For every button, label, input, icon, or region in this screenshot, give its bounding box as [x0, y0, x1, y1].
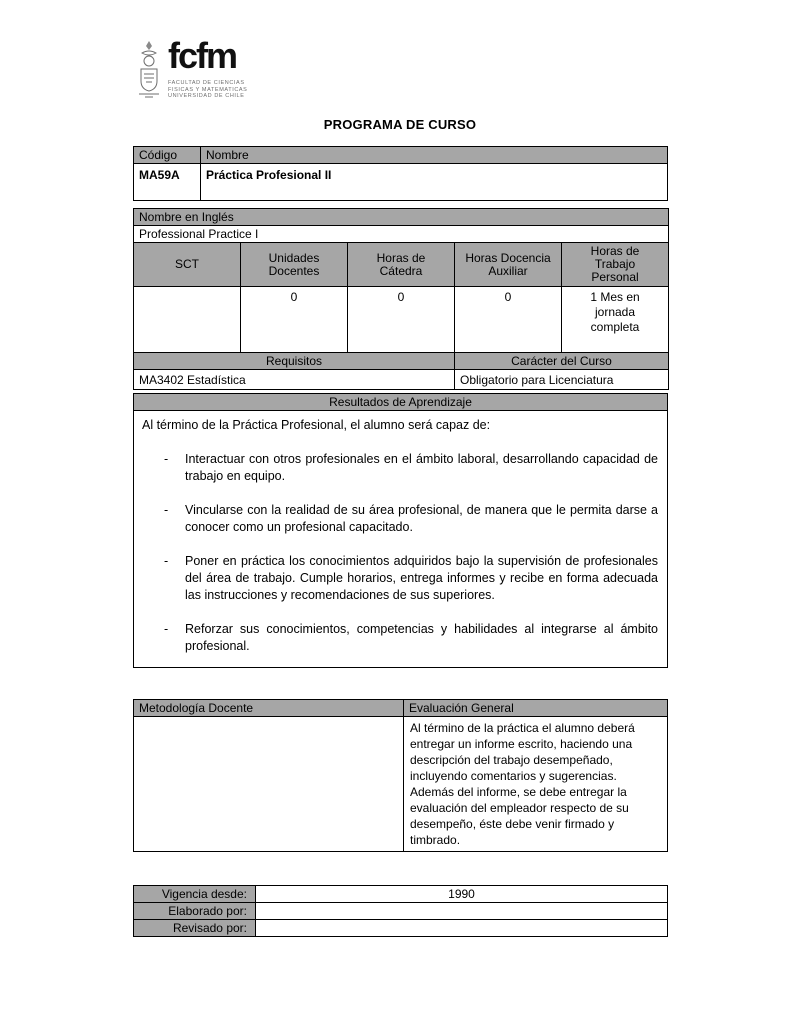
nombre-value-cell: Práctica Profesional II — [201, 164, 668, 201]
resultados-header-cell: Resultados de Aprendizaje — [134, 394, 668, 411]
requisitos-header-cell: Requisitos — [134, 353, 455, 370]
learning-outcomes-table — [133, 393, 668, 668]
table-row — [134, 411, 668, 668]
table-row — [134, 147, 668, 164]
table-row — [134, 886, 668, 903]
document-body — [133, 146, 668, 937]
table-row — [134, 353, 669, 370]
table-row — [134, 903, 668, 920]
table-row — [134, 920, 668, 937]
table-row — [134, 226, 669, 243]
vigencia-label-cell: Vigencia desde: — [134, 886, 256, 903]
table-row — [134, 209, 669, 226]
caracter-value-cell: Obligatorio para Licenciatura — [455, 370, 669, 390]
outcome-item — [164, 451, 659, 485]
university-emblem-icon — [137, 38, 161, 105]
table-row — [134, 394, 668, 411]
logo-text-block — [168, 35, 248, 105]
outcome-text: Reforzar sus conocimientos, competencias y habilidades al integrarse al ámbito profesional. — [185, 622, 658, 653]
revisado-label-cell: Revisado por: — [134, 920, 256, 937]
outcome-text: Vincularse con la realidad de su área profesional, de manera que le permita darse a conocer como un profesional capacitado. — [185, 503, 658, 534]
hours-value-horas-catedra: 0 — [348, 287, 455, 353]
bullet-dash: - — [164, 452, 169, 466]
outcomes-intro: Al término de la Práctica Profesional, el alumno será capaz de: — [142, 418, 491, 432]
elaborado-value-cell — [256, 903, 668, 920]
bullet-dash: - — [164, 503, 169, 517]
hours-header-row — [134, 243, 669, 287]
logo-caption-line-2: FISICAS Y MATEMATICAS — [168, 86, 248, 93]
table-row — [134, 700, 668, 717]
evaluacion-header-cell: Evaluación General — [404, 700, 668, 717]
logo-caption-line-1: FACULTAD DE CIENCIAS — [168, 80, 245, 86]
course-details-table — [133, 208, 669, 390]
logo-caption — [168, 80, 247, 100]
hours-value-trabajo-personal: 1 Mes en jornada completa — [562, 287, 669, 353]
hours-header-horas-catedra: Horas de Cátedra — [348, 243, 455, 287]
caracter-header-cell: Carácter del Curso — [455, 353, 669, 370]
revisado-value-cell — [256, 920, 668, 937]
elaborado-label-cell: Elaborado por: — [134, 903, 256, 920]
fcfm-brand-text: fcfm — [168, 35, 237, 76]
hours-header-trabajo-personal: Horas de Trabajo Personal — [562, 243, 669, 287]
codigo-value-cell: MA59A — [134, 164, 201, 201]
hours-header-docencia-auxiliar: Horas Docencia Auxiliar — [455, 243, 562, 287]
outcome-item — [164, 553, 659, 604]
nombre-ingles-header-cell: Nombre en Inglés — [134, 209, 669, 226]
validity-table — [133, 885, 668, 937]
nombre-header-cell: Nombre — [201, 147, 668, 164]
vigencia-value-cell: 1990 — [256, 886, 668, 903]
resultados-content-cell — [134, 411, 668, 668]
hours-value-docencia-auxiliar: 0 — [455, 287, 562, 353]
bullet-dash: - — [164, 622, 169, 636]
fcfm-logo — [137, 35, 248, 105]
methodology-evaluation-table — [133, 699, 668, 852]
bullet-dash: - — [164, 554, 169, 568]
outcome-text: Interactuar con otros profesionales en el ámbito laboral, desarrollando capacidad de trabajo en equipo. — [185, 452, 658, 483]
course-code-name-table — [133, 146, 668, 201]
outcome-item — [164, 502, 659, 536]
codigo-header-cell: Código — [134, 147, 201, 164]
hours-value-sct — [134, 287, 241, 353]
metodologia-content-cell — [134, 717, 404, 852]
logo-caption-line-3: UNIVERSIDAD DE CHILE — [168, 93, 245, 99]
nombre-ingles-value-cell: Professional Practice I — [134, 226, 669, 243]
table-row — [134, 717, 668, 852]
hours-value-row — [134, 287, 669, 353]
metodologia-header-cell: Metodología Docente — [134, 700, 404, 717]
evaluacion-content-cell: Al término de la práctica el alumno deberá entregar un informe escrito, haciendo una descripción del trabajo desempeñado, incluyendo comentarios y sugerencias. Además del informe, se debe entregar la evaluación del empleador respecto de su desempeño, éste debe venir firmado y timbrado. — [404, 717, 668, 852]
requisitos-value-cell: MA3402 Estadística — [134, 370, 455, 390]
hours-value-unidades-docentes: 0 — [241, 287, 348, 353]
hours-header-unidades-docentes: Unidades Docentes — [241, 243, 348, 287]
table-row — [134, 164, 668, 201]
hours-header-sct: SCT — [134, 243, 241, 287]
page-title: PROGRAMA DE CURSO — [323, 117, 477, 132]
outcome-item — [164, 621, 659, 655]
table-row — [134, 370, 669, 390]
outcome-text: Poner en práctica los conocimientos adquiridos bajo la supervisión de profesionales del área de trabajo. Cumple horarios, entrega informes y recibe en forma adecuada las instrucciones y recomendaciones de sus superiores. — [185, 554, 658, 602]
